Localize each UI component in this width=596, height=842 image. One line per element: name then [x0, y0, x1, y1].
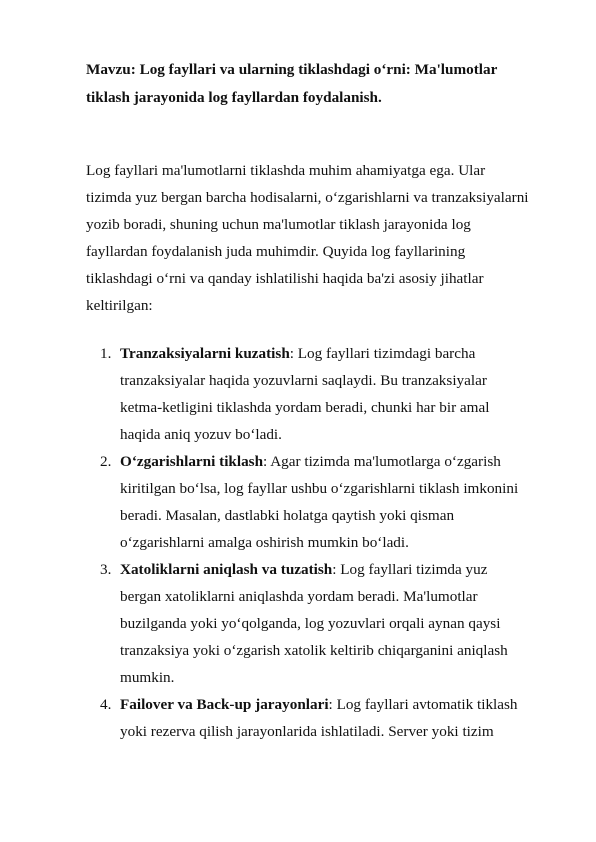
list-number: 1.	[100, 345, 112, 362]
list-item	[86, 340, 566, 448]
list-number: 4.	[100, 696, 112, 713]
list-item-text: : Log fayllari avtomatik tiklash	[328, 696, 518, 713]
list-item-text: : Log fayllari tizimdagi barcha	[289, 345, 476, 362]
list-item-first-line	[120, 556, 566, 583]
list-item-line: yoki rezerva qilish jarayonlarida ishlatiladi. Server yoki tizim	[120, 723, 494, 740]
intro-paragraph	[86, 157, 566, 319]
list-item	[86, 691, 566, 745]
list-item	[86, 448, 566, 556]
list-number: 2.	[100, 453, 112, 470]
list-item-line: bergan xatoliklarni aniqlashda yordam beradi. Ma'lumotlar	[120, 588, 478, 605]
list-item-first-line	[120, 340, 566, 367]
list-item-text: : Log fayllari tizimda yuz	[332, 561, 488, 578]
list-item-first-line	[120, 691, 566, 718]
list-item-title: Xatoliklarni aniqlash va tuzatish	[120, 561, 333, 578]
list-item-title: Failover va Back-up jarayonlari	[120, 696, 329, 713]
intro-line: yozib boradi, shuning uchun ma'lumotlar tiklash jarayonida log	[86, 216, 471, 233]
intro-line: tiklashdagi o‘rni va qanday ishlatilishi haqida ba'zi asosiy jihatlar	[86, 270, 484, 287]
list-item-line: tranzaksiya yoki o‘zgarish xatolik keltirib chiqarganini aniqlash	[120, 642, 508, 659]
intro-line: Log fayllari ma'lumotlarni tiklashda muhim ahamiyatga ega. Ular	[86, 162, 486, 179]
list-item-line: haqida aniq yozuv bo‘ladi.	[120, 426, 282, 443]
list-item-line: kiritilgan bo‘lsa, log fayllar ushbu o‘zgarishlarni tiklash imkonini	[120, 480, 519, 497]
list-item-title: O‘zgarishlarni tiklash	[120, 453, 264, 470]
document-title	[86, 56, 536, 112]
title-line-2: tiklash jarayonida log fayllardan foydalanish.	[86, 89, 382, 106]
list-item	[86, 556, 566, 691]
list-item-line: ketma-ketligini tiklashda yordam beradi, chunki har bir amal	[120, 399, 490, 416]
list-item-line: tranzaksiyalar haqida yozuvlarni saqlaydi. Bu tranzaksiyalar	[120, 372, 487, 389]
intro-line: tizimda yuz bergan barcha hodisalarni, o‘zgarishlarni va tranzaksiyalarni	[86, 189, 529, 206]
list-item-first-line	[120, 448, 566, 475]
list-item-line: buzilganda yoki yo‘qolganda, log yozuvlari orqali aynan qaysi	[120, 615, 501, 632]
intro-line: keltirilgan:	[86, 297, 153, 314]
list-item-line: o‘zgarishlarni amalga oshirish mumkin bo‘ladi.	[120, 534, 409, 551]
list-item-line: beradi. Masalan, dastlabki holatga qaytish yoki qisman	[120, 507, 455, 524]
list-item-line: mumkin.	[120, 669, 175, 686]
numbered-list	[86, 340, 566, 745]
title-line-1: Mavzu: Log fayllari va ularning tiklashdagi o‘rni: Ma'lumotlar	[86, 61, 498, 78]
list-item-title: Tranzaksiyalarni kuzatish	[120, 345, 290, 362]
intro-line: fayllardan foydalanish juda muhimdir. Quyida log fayllarining	[86, 243, 466, 260]
list-item-text: : Agar tizimda ma'lumotlarga o‘zgarish	[263, 453, 501, 470]
list-number: 3.	[100, 561, 112, 578]
